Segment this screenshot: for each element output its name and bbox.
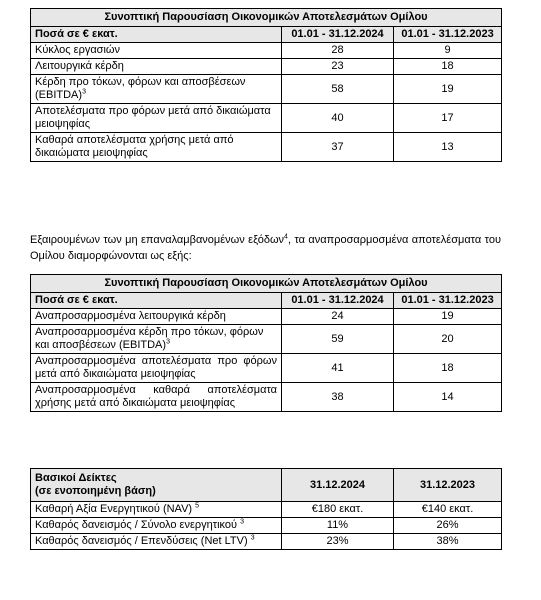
table-row — [31, 309, 502, 325]
footnote-ref: 3 — [240, 518, 244, 526]
row-value-2023: €140 εκατ. — [394, 502, 502, 518]
row-value-2024: 23 — [282, 59, 394, 75]
table-header-row — [31, 469, 502, 502]
row-value-2023: 26% — [394, 518, 502, 534]
row-label: Καθαρή Αξία Ενεργητικού (NAV) — [35, 503, 193, 515]
footnote-ref: 4 — [284, 233, 288, 241]
header-date-2024: 31.12.2024 — [282, 469, 394, 502]
header-date-2023: 31.12.2023 — [394, 469, 502, 502]
footnote-ref: 3 — [82, 88, 86, 96]
row-label: Καθαρός δανεισμός / Επενδύσεις (Net LTV) — [35, 535, 248, 547]
table-row — [31, 43, 502, 59]
row-value-2024: 11% — [282, 518, 394, 534]
header-period-2024: 01.01 - 31.12.2024 — [282, 27, 394, 43]
header-label-line2: (σε ενοποιημένη βάση) — [35, 485, 156, 497]
row-value-2024: 40 — [282, 104, 394, 133]
table-header-row — [31, 293, 502, 309]
row-value-2024: 28 — [282, 43, 394, 59]
row-value-2024: €180 εκατ. — [282, 502, 394, 518]
header-label — [31, 469, 282, 502]
row-value-2023: 14 — [394, 383, 502, 412]
table-row — [31, 502, 502, 518]
header-period-2023: 01.01 - 31.12.2023 — [394, 27, 502, 43]
table-row — [31, 383, 502, 412]
row-value-2024: 41 — [282, 354, 394, 383]
header-label-line1: Βασικοί Δείκτες — [35, 472, 117, 484]
row-label: Λειτουργικά κέρδη — [35, 60, 124, 72]
table-title-row — [31, 275, 502, 293]
paragraph-text-end: , τα αναπροσαρμοσμένα αποτελέσματα του Ομίλου διαμορφώνονται ως εξής: — [30, 234, 501, 262]
table-row — [31, 104, 502, 133]
row-value-2023: 17 — [394, 104, 502, 133]
table-header-row — [31, 27, 502, 43]
row-value-2024: 38 — [282, 383, 394, 412]
row-value-2024: 37 — [282, 133, 394, 162]
table-row — [31, 59, 502, 75]
row-value-2023: 19 — [394, 75, 502, 104]
row-label: Καθαρός δανεισμός / Σύνολο ενεργητικού — [35, 519, 238, 531]
footnote-ref: 5 — [195, 502, 200, 510]
row-value-2024: 58 — [282, 75, 394, 104]
row-label: Κύκλος εργασιών — [35, 44, 121, 56]
table-title-row — [31, 9, 502, 27]
adjusted-results-table — [30, 274, 502, 412]
table-row — [31, 133, 502, 162]
row-value-2023: 20 — [394, 325, 502, 354]
table-row — [31, 75, 502, 104]
table-row — [31, 325, 502, 354]
row-value-2023: 18 — [394, 59, 502, 75]
table-title: Συνοπτική Παρουσίαση Οικονομικών Αποτελεσμάτων Ομίλου — [31, 9, 502, 27]
row-label: Κέρδη προ τόκων, φόρων και αποσβέσεων (EBITDA) — [35, 76, 246, 101]
intro-paragraph — [30, 232, 501, 264]
row-value-2023: 9 — [394, 43, 502, 59]
row-value-2024: 59 — [282, 325, 394, 354]
key-indicators-table — [30, 468, 502, 550]
header-period-2023: 01.01 - 31.12.2023 — [394, 293, 502, 309]
row-value-2024: 24 — [282, 309, 394, 325]
row-label: Αναπροσαρμοσμένα λειτουργικά κέρδη — [35, 310, 226, 322]
table-title: Συνοπτική Παρουσίαση Οικονομικών Αποτελεσμάτων Ομίλου — [31, 275, 502, 293]
table-row — [31, 518, 502, 534]
row-value-2023: 19 — [394, 309, 502, 325]
row-value-2023: 13 — [394, 133, 502, 162]
header-label: Ποσά σε € εκατ. — [31, 293, 282, 309]
row-label: Αναπροσαρμοσμένα αποτελέσματα προ φόρων μετά από δικαιώματα μειοψηφίας — [35, 355, 277, 380]
row-value-2023: 18 — [394, 354, 502, 383]
results-table — [30, 8, 502, 162]
header-label: Ποσά σε € εκατ. — [31, 27, 282, 43]
row-label: Αναπροσαρμοσμένα κέρδη προ τόκων, φόρων και αποσβέσεων (EBITDA) — [35, 326, 264, 351]
row-label: Αναπροσαρμοσμένα καθαρά αποτελέσματα χρήσης μετά από δικαιώματα μειοψηφίας — [35, 384, 277, 409]
footnote-ref: 3 — [250, 534, 255, 542]
table-row — [31, 534, 502, 550]
paragraph-text-start: Εξαιρουμένων των μη επαναλαμβανομένων εξόδων — [30, 234, 285, 246]
row-value-2024: 23% — [282, 534, 394, 550]
row-value-2023: 38% — [394, 534, 502, 550]
table-row — [31, 354, 502, 383]
row-label: Καθαρά αποτελέσματα χρήσης μετά από δικαιώματα μειοψηφίας — [35, 134, 234, 159]
header-period-2024: 01.01 - 31.12.2024 — [282, 293, 394, 309]
footnote-ref: 3 — [166, 338, 170, 346]
row-label: Αποτελέσματα προ φόρων μετά από δικαιώματα μειοψηφίας — [35, 105, 271, 130]
